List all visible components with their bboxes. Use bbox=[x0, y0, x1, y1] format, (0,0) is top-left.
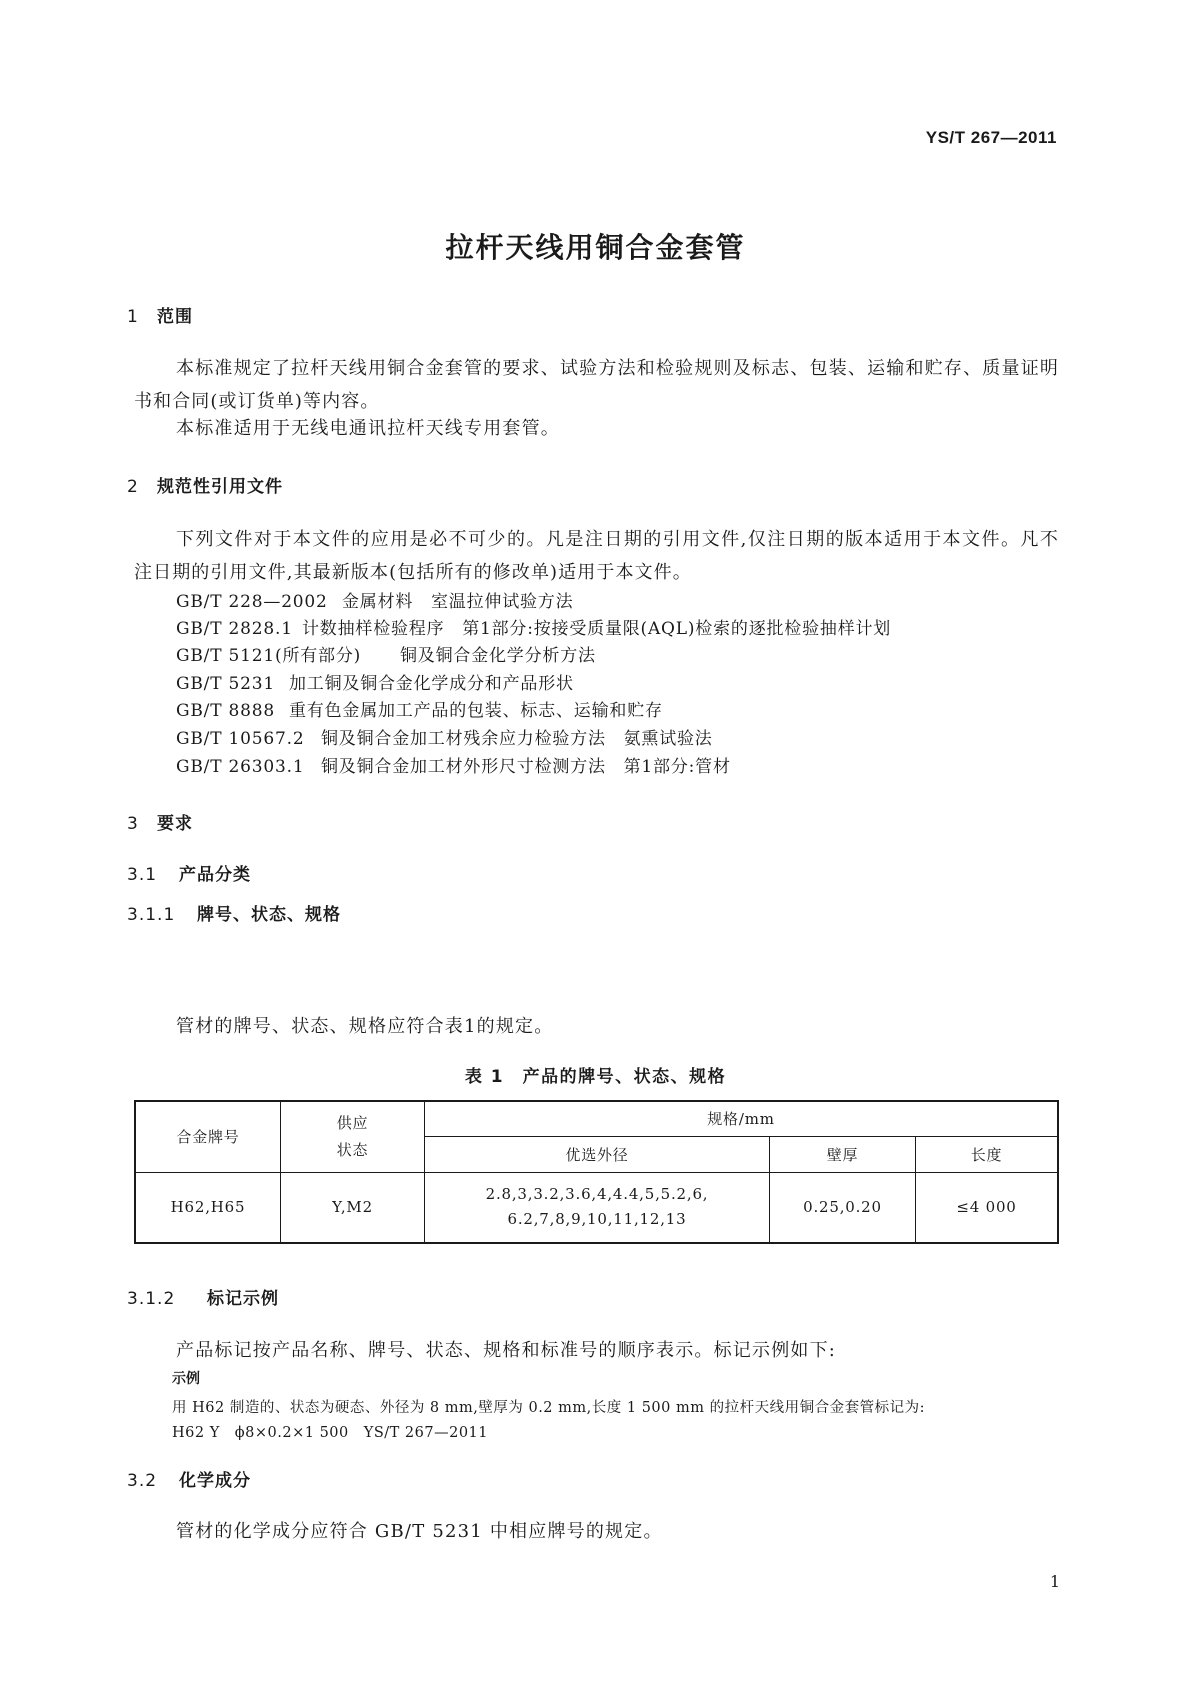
paragraph: 管材的牌号、状态、规格应符合表1的规定。 bbox=[176, 1016, 554, 1037]
section-title: 产品分类 bbox=[179, 865, 251, 885]
cell-wall-thickness: 0.25,0.20 bbox=[770, 1172, 916, 1243]
section-title: 化学成分 bbox=[179, 1471, 251, 1491]
section-1-heading bbox=[127, 302, 193, 327]
section-3-1-1-heading bbox=[127, 900, 341, 925]
table-caption: 表 1 产品的牌号、状态、规格 bbox=[464, 1067, 727, 1087]
section-number: 1 bbox=[127, 307, 139, 327]
paragraph: 本标准规定了拉杆天线用铜合金套管的要求、试验方法和检验规则及标志、包装、运输和贮存、质量证明书和合同(或订货单)等内容。 bbox=[134, 358, 1059, 412]
example-mark: H62 Y ϕ8×0.2×1 500 YS/T 267—2011 bbox=[172, 1425, 489, 1441]
reference-title: 铜及铜合金加工材外形尺寸检测方法 第1部分:管材 bbox=[321, 757, 731, 777]
reference-title: 加工铜及铜合金化学成分和产品形状 bbox=[289, 674, 574, 694]
section-number: 3.1.1 bbox=[127, 905, 176, 925]
section-3-2-heading bbox=[127, 1466, 251, 1491]
section-title: 标记示例 bbox=[207, 1289, 279, 1309]
reference-code: GB/T 5121(所有部分) bbox=[176, 646, 362, 666]
header-spec: 规格/mm bbox=[425, 1101, 1059, 1136]
reference-title: 铜及铜合金加工材残余应力检验方法 氨熏试验法 bbox=[321, 729, 713, 749]
cell-state: Y,M2 bbox=[281, 1172, 425, 1243]
header-state-line1: 供应 bbox=[336, 1113, 369, 1132]
reference-code: GB/T 228—2002 bbox=[176, 592, 328, 612]
reference-item bbox=[176, 724, 713, 749]
header-outer-diameter: 优选外径 bbox=[425, 1136, 770, 1172]
reference-title: 计数抽样检验程序 第1部分:按接受质量限(AQL)检索的逐批检验抽样计划 bbox=[302, 619, 892, 639]
header-wall-thickness: 壁厚 bbox=[770, 1136, 916, 1172]
standard-code: YS/T 267—2011 bbox=[925, 128, 1057, 147]
cell-od-line2: 6.2,7,8,9,10,11,12,13 bbox=[507, 1210, 687, 1229]
page-number: 1 bbox=[1049, 1572, 1060, 1591]
reference-code: GB/T 5231 bbox=[176, 674, 276, 694]
section-number: 3 bbox=[127, 814, 139, 834]
section-3-heading bbox=[127, 809, 193, 834]
cell-od-line1: 2.8,3,3.2,3.6,4,4.4,5,5.2,6, bbox=[485, 1185, 709, 1204]
reference-code: GB/T 8888 bbox=[176, 701, 276, 721]
section-title: 规范性引用文件 bbox=[157, 477, 283, 497]
reference-code: GB/T 10567.2 bbox=[176, 729, 305, 749]
section-3-1-heading bbox=[127, 860, 251, 885]
reference-code: GB/T 2828.1 bbox=[176, 619, 293, 639]
cell-alloy: H62,H65 bbox=[135, 1172, 281, 1243]
section-number: 3.1 bbox=[127, 865, 158, 885]
paragraph: 产品标记按产品名称、牌号、状态、规格和标准号的顺序表示。标记示例如下: bbox=[176, 1340, 837, 1361]
reference-item bbox=[176, 669, 574, 694]
product-spec-table bbox=[134, 1100, 1059, 1244]
reference-item bbox=[176, 641, 596, 666]
reference-item bbox=[176, 587, 573, 612]
cell-outer-diameter bbox=[425, 1172, 770, 1243]
header-state-line2: 状态 bbox=[336, 1140, 369, 1159]
section-title: 要求 bbox=[157, 814, 193, 834]
example-label: 示例 bbox=[172, 1371, 200, 1387]
reference-title: 铜及铜合金化学分析方法 bbox=[400, 646, 596, 666]
document-title: 拉杆天线用铜合金套管 bbox=[445, 231, 746, 264]
header-state bbox=[281, 1101, 425, 1172]
example-text: 用 H62 制造的、状态为硬态、外径为 8 mm,壁厚为 0.2 mm,长度 1 500 mm 的拉杆天线用铜合金套管标记为: bbox=[172, 1400, 925, 1416]
reference-title: 重有色金属加工产品的包装、标志、运输和贮存 bbox=[289, 701, 663, 721]
table-row bbox=[135, 1172, 1058, 1243]
section-number: 3.2 bbox=[127, 1471, 158, 1491]
section-2-heading bbox=[127, 472, 283, 497]
paragraph: 本标准适用于无线电通讯拉杆天线专用套管。 bbox=[176, 418, 560, 439]
header-alloy: 合金牌号 bbox=[135, 1101, 281, 1172]
reference-item bbox=[176, 614, 891, 639]
section-title: 范围 bbox=[157, 307, 193, 327]
reference-code: GB/T 26303.1 bbox=[176, 757, 305, 777]
section-3-1-2-heading bbox=[127, 1284, 279, 1309]
cell-length: ≤4 000 bbox=[916, 1172, 1059, 1243]
section-title: 牌号、状态、规格 bbox=[197, 905, 341, 925]
reference-item bbox=[176, 752, 731, 777]
section-number: 3.1.2 bbox=[127, 1289, 176, 1309]
section-number: 2 bbox=[127, 477, 139, 497]
paragraph: 下列文件对于本文件的应用是必不可少的。凡是注日期的引用文件,仅注日期的版本适用于本文件。凡不注日期的引用文件,其最新版本(包括所有的修改单)适用于本文件。 bbox=[134, 529, 1059, 583]
reference-title: 金属材料 室温拉伸试验方法 bbox=[342, 592, 574, 612]
header-length: 长度 bbox=[916, 1136, 1059, 1172]
paragraph: 管材的化学成分应符合 GB/T 5231 中相应牌号的规定。 bbox=[176, 1521, 663, 1542]
reference-item bbox=[176, 696, 663, 721]
